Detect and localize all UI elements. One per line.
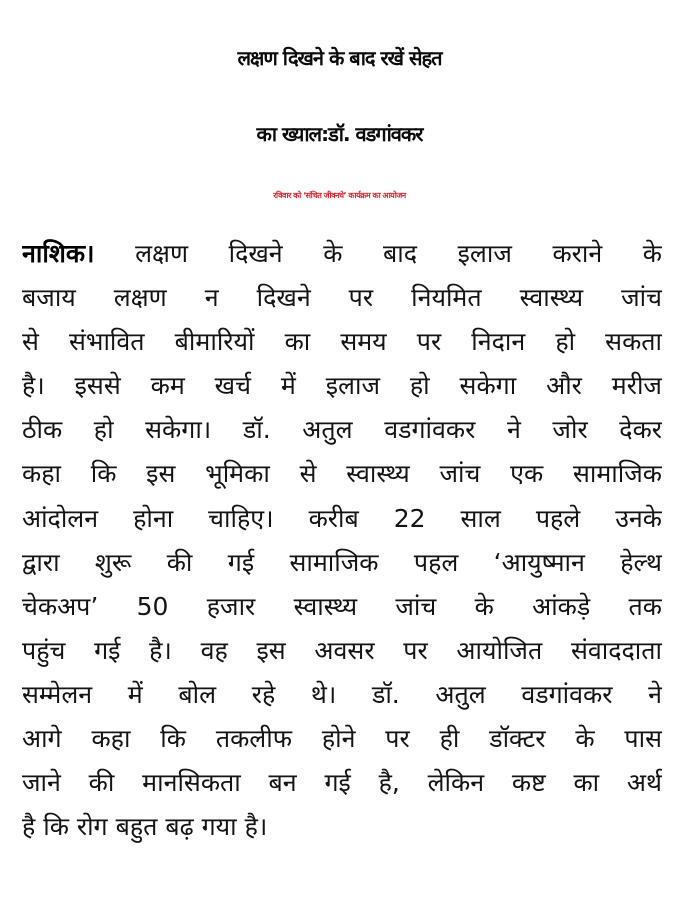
body-line-3: से संभावित बीमारियों का समय पर निदान हो सकता: [22, 327, 662, 357]
body-line-2: बजाय लक्षण न दिखने पर नियमित स्वास्थ्य जांच: [22, 283, 662, 313]
body-line-7: आंदोलन होना चाहिए। करीब 22 साल पहले उनके: [22, 503, 662, 533]
body-line-12: आगे कहा कि तकलीफ होने पर ही डॉक्टर के पास: [22, 724, 662, 754]
headline-line-2: का ख्याल:डॉ. वडगांवकर: [256, 122, 423, 146]
article-body: [22, 232, 662, 849]
body-line-9: चेकअप’ 50 हजार स्वास्थ्य जांच के आंकड़े तक: [22, 591, 662, 621]
body-line-10: पहुंच गई है। वह इस अवसर पर आयोजित संवाददाता: [22, 635, 662, 665]
body-line-11: सम्मेलन में बोल रहे थे। डॉ. अतुल वडगांवकर ने: [22, 679, 662, 709]
subheadline: रविवार को ‘संचित जीवनचे’ कार्यक्रम का आयोजन: [273, 191, 406, 200]
body-line-14: है कि रोग बहुत बढ़ गया है।: [22, 812, 268, 842]
body-line-6: कहा कि इस भूमिका से स्वास्थ्य जांच एक सामाजिक: [22, 459, 662, 489]
body-line-13: जाने की मानसिकता बन गई है, लेकिन कष्ट का अर्थ: [22, 768, 662, 798]
body-line-1: [22, 232, 662, 276]
body-line-5: ठीक हो सकेगा। डॉ. अतुल वडगांवकर ने जोर देकर: [22, 415, 662, 445]
body-line-8: द्वारा शुरू की गई सामाजिक पहल ‘आयुष्मान हेल्थ: [22, 547, 662, 577]
headline-line-1: लक्षण दिखने के बाद रखें सेहत: [237, 46, 442, 70]
body-line-1-text: लक्षण दिखने के बाद इलाज कराने के: [94, 239, 662, 268]
dateline: नाशिक।: [22, 239, 95, 268]
body-line-4: है। इससे कम खर्च में इलाज हो सकेगा और मरीज: [22, 371, 662, 401]
